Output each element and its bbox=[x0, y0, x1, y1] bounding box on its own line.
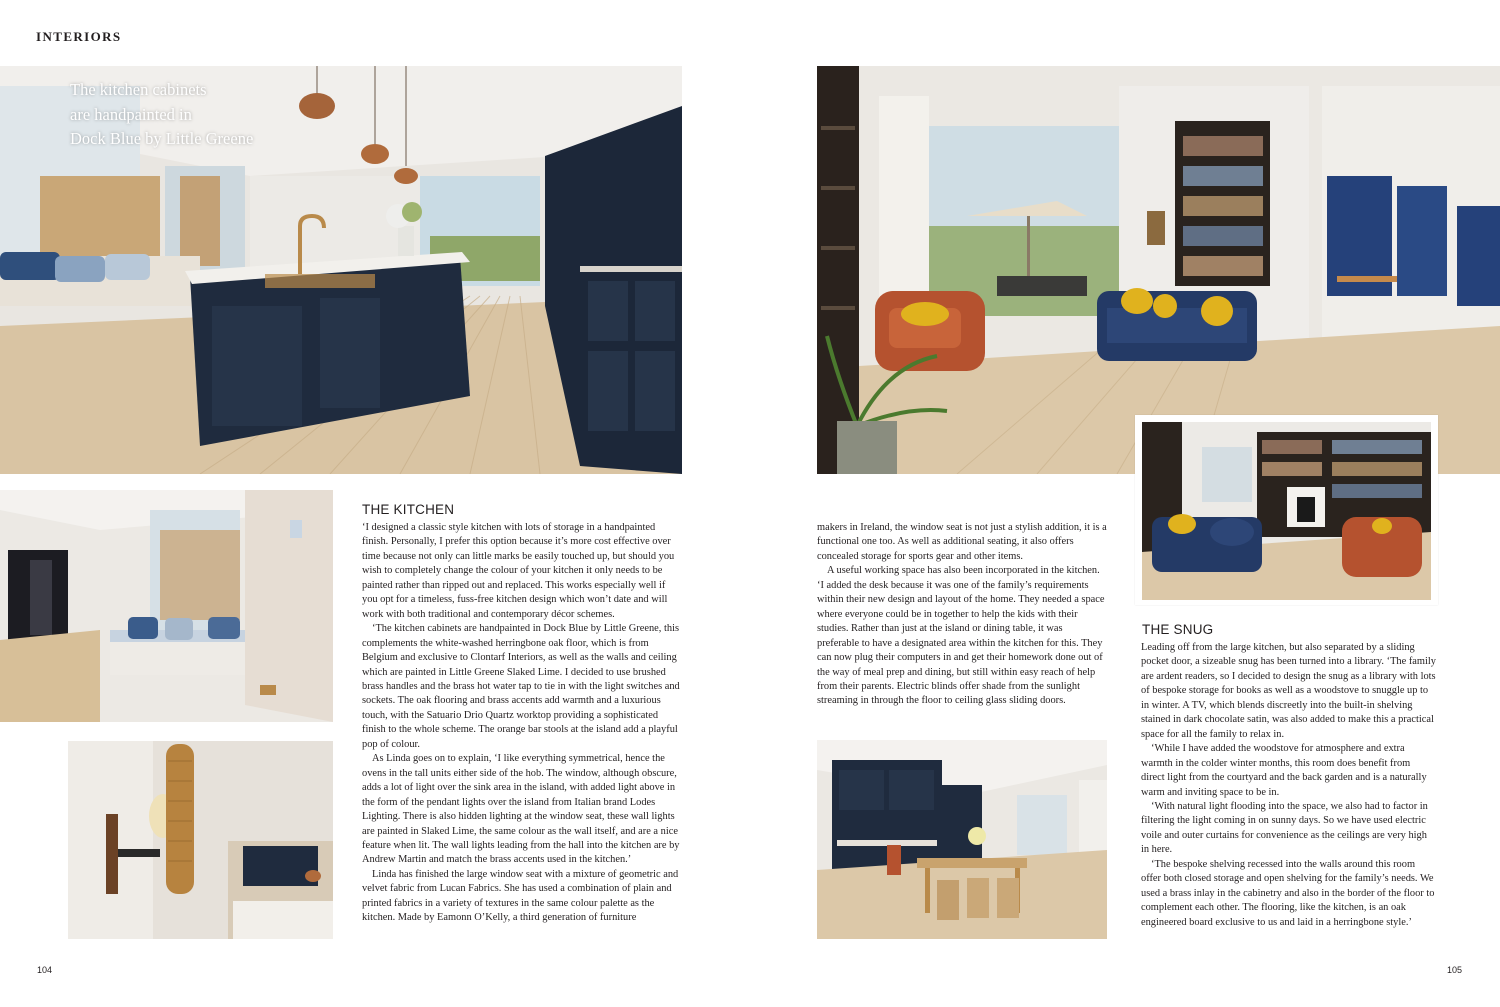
brass-wall-light-photo bbox=[68, 741, 333, 939]
middle-column-body bbox=[817, 521, 1107, 709]
hero-caption-line: are handpainted in bbox=[70, 104, 192, 124]
middle-paragraph: A useful working space has also been incorporated in the kitchen. ‘I added the desk because it was one of the family’s requirements within their new design and layout of the home. They needed a space where everyone could be in together to help the kids with their studies. Rather than just at the island or dining table, it was preferable to have a designated area within the kitchen for this. They can now plug their computers in and get their homework done out of the way of meal prep and dining, but still within easy reach of help from their parents. Electric blinds offer shade from the sunlight streaming in through the floor to ceiling glass sliding doors. bbox=[817, 565, 1105, 707]
snug-heading: THE SNUG bbox=[1142, 622, 1214, 637]
snug-paragraph: ‘While I have added the woodstove for atmosphere and extra warmth in the colder winter months, this room does benefit from direct light from the courtyard and the back garden and is a naturally warm and inviting space to be in. bbox=[1141, 743, 1427, 798]
kitchen-paragraph: As Linda goes on to explain, ‘I like everything symmetrical, hence the ovens in the tall units either side of the hob. The window, although obscure, adds a lot of light over the sink area in the island, with added light above in the form of the pendant lights over the island from Italian brand Lodes Lighting. There is also hidden lighting at the window seat, these wall lights are painted in Slaked Lime, the same colour as the wall itself, and are a nice feature when lit. The wall lights leading from the hall into the kitchen are by Andrew Martin and match the brass accents used in the kitchen.’ bbox=[362, 753, 680, 866]
page-number-left: 104 bbox=[37, 965, 53, 975]
snug-paragraph: Leading off from the large kitchen, but also separated by a sliding pocket door, a sizeable snug has been turned into a library. ‘The family are ardent readers, so I decided to design the snug as a library with lots of bespoke storage for books as well as a woodstove to snuggle up to in winter. A TV, which blends discreetly into the built-in shelving stained in dark chocolate satin, was also added to make this a practical space for all the family to relax in. bbox=[1141, 642, 1436, 740]
middle-paragraph: makers in Ireland, the window seat is not just a stylish addition, it is a functional one too. As well as additional seating, it also offers concealed storage for sports gear and other items. bbox=[817, 522, 1107, 562]
snug-paragraph: ‘The bespoke shelving recessed into the walls around this room offer both closed storage and open shelving for the family’s needs. We used a brass inlay in the cabinetry and also in the border of the floor to complement each other. The flooring, like the kitchen, is an oak engineered board exclusive to us and laid in a herringbone style.’ bbox=[1141, 858, 1435, 928]
hallway-window-seat-photo bbox=[0, 490, 333, 722]
kitchen-heading: THE KITCHEN bbox=[362, 502, 455, 517]
snug-body bbox=[1141, 641, 1436, 930]
hero-caption bbox=[70, 78, 290, 152]
library-woodstove-photo bbox=[1142, 422, 1431, 600]
snug-sofa-photo bbox=[817, 66, 1500, 474]
kitchen-body bbox=[362, 521, 682, 926]
dining-desk-photo bbox=[817, 740, 1107, 939]
hero-caption-line: The kitchen cabinets bbox=[70, 80, 207, 99]
section-label: INTERIORS bbox=[36, 29, 122, 44]
hero-caption-line: Dock Blue by Little Greene bbox=[70, 129, 254, 148]
page-number-right: 105 bbox=[1447, 965, 1463, 975]
snug-paragraph: ‘With natural light flooding into the space, we also had to factor in filtering the light coming in on sunny days. So we have used electric voile and outer curtains for convenience as the ceilings are very high in here. bbox=[1141, 800, 1428, 856]
kitchen-paragraph: Linda has finished the large window seat with a mixture of geometric and velvet fabric from Lucan Fabrics. She has used a combination of plain and printed fabrics in a variety of textures in the same colour palette as the kitchen. Made by Eamonn O’Kelly, a third generation of furniture bbox=[362, 868, 679, 924]
kitchen-paragraph: ‘I designed a classic style kitchen with lots of storage in a handpainted finish. Personally, I prefer this option because it’s more cost effective over time because not only can little marks be easily touched up, but should you wish to completely change the colour of your kitchen it only needs to be painted rather than ripped out and replaced. This works especially well if you opt for a timeless, fuss-free kitchen design which won’t date and will work with both traditional and contemporary décor schemes. bbox=[362, 522, 675, 620]
kitchen-paragraph: ‘The kitchen cabinets are handpainted in Dock Blue by Little Greene, this complements the white-washed herringbone oak floor, which is from Belgium and exclusive to Clontarf Interiors, as well as the walls and ceiling which are painted in Little Greene Slaked Lime. I decided to use brushed brass handles and the brass hot water tap to tie in with the light switches and sockets. The oak flooring and brass accents add warmth and a luxurious touch, with the Satuario Drio Quartz worktop providing a sophisticated finish to the whole scheme. The orange bar stools at the island add a playful pop of colour. bbox=[362, 623, 680, 750]
